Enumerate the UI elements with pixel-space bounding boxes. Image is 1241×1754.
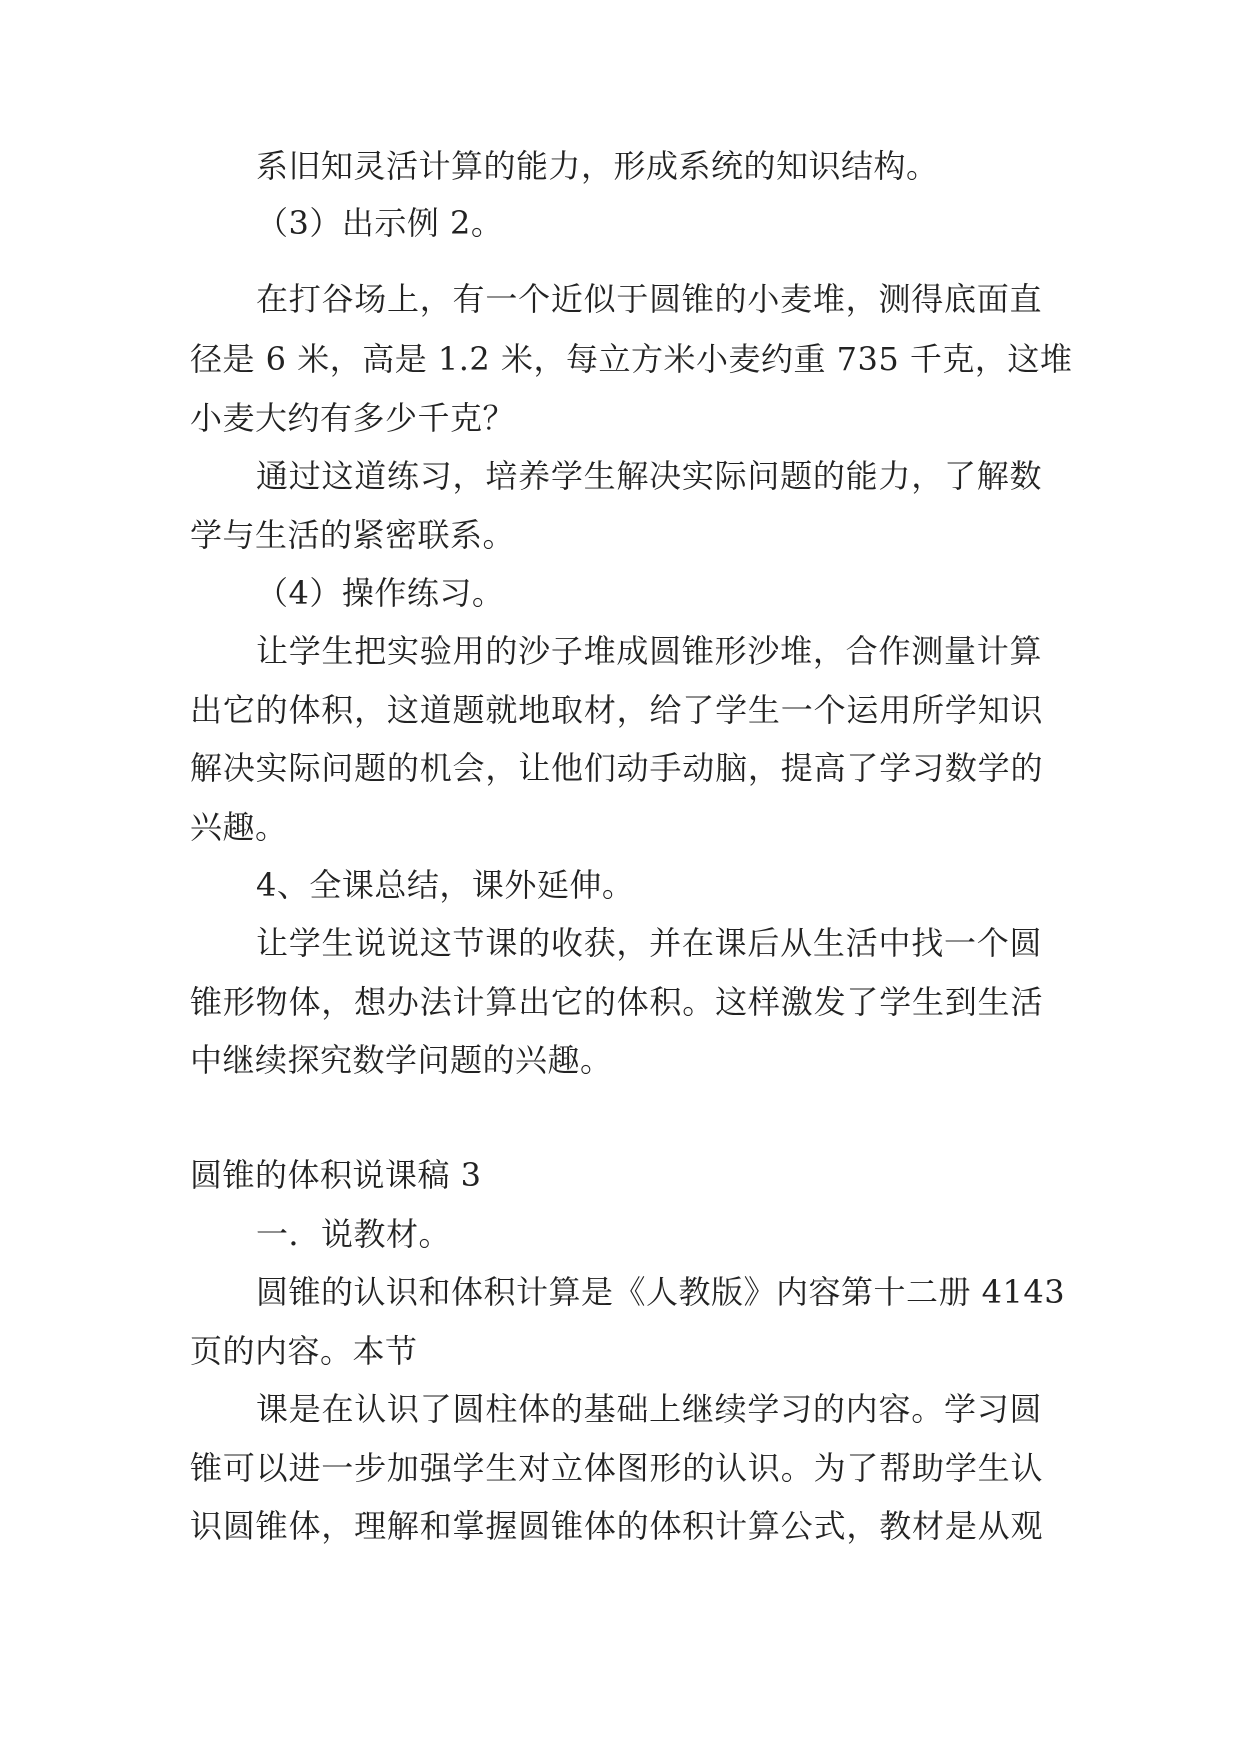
text-line: 一．说教材。	[256, 1215, 452, 1253]
text-line: 锥形物体，想办法计算出它的体积。这样激发了学生到生活	[190, 983, 1043, 1021]
text-line: 系旧知灵活计算的能力，形成系统的知识结构。	[256, 147, 939, 185]
text-line: （4）操作练习。	[256, 574, 505, 612]
text-line: 课是在认识了圆柱体的基础上继续学习的内容。学习圆	[256, 1390, 1042, 1428]
text-line: 页的内容。本节	[190, 1332, 418, 1370]
text-line: 中继续探究数学问题的兴趣。	[190, 1041, 613, 1079]
text-line: 让学生说说这节课的收获，并在课后从生活中找一个圆	[256, 924, 1042, 962]
section-heading: 圆锥的体积说课稿 3	[190, 1156, 482, 1194]
text-line: 在打谷场上，有一个近似于圆锥的小麦堆，测得底面直	[256, 280, 1042, 318]
text-line: 出它的体积，这道题就地取材，给了学生一个运用所学知识	[190, 691, 1043, 729]
text-line: 兴趣。	[190, 808, 288, 846]
text-line: 圆锥的认识和体积计算是《人教版》内容第十二册 4143	[256, 1273, 1066, 1311]
text-line: 小麦大约有多少千克？	[190, 399, 516, 437]
text-line: 让学生把实验用的沙子堆成圆锥形沙堆，合作测量计算	[256, 632, 1042, 670]
text-line: 4、全课总结，课外延伸。	[256, 866, 635, 904]
text-line: （3）出示例 2。	[256, 204, 504, 242]
text-line: 径是 6 米，高是 1.2 米，每立方米小麦约重 735 千克，这堆	[190, 340, 1073, 378]
text-line: 通过这道练习，培养学生解决实际问题的能力，了解数	[256, 457, 1042, 495]
text-line: 学与生活的紧密联系。	[190, 516, 516, 554]
text-line: 锥可以进一步加强学生对立体图形的认识。为了帮助学生认	[190, 1449, 1043, 1487]
text-line: 解决实际问题的机会，让他们动手动脑，提高了学习数学的	[190, 749, 1043, 787]
text-line: 识圆锥体，理解和掌握圆锥体的体积计算公式，教材是从观	[190, 1507, 1043, 1545]
